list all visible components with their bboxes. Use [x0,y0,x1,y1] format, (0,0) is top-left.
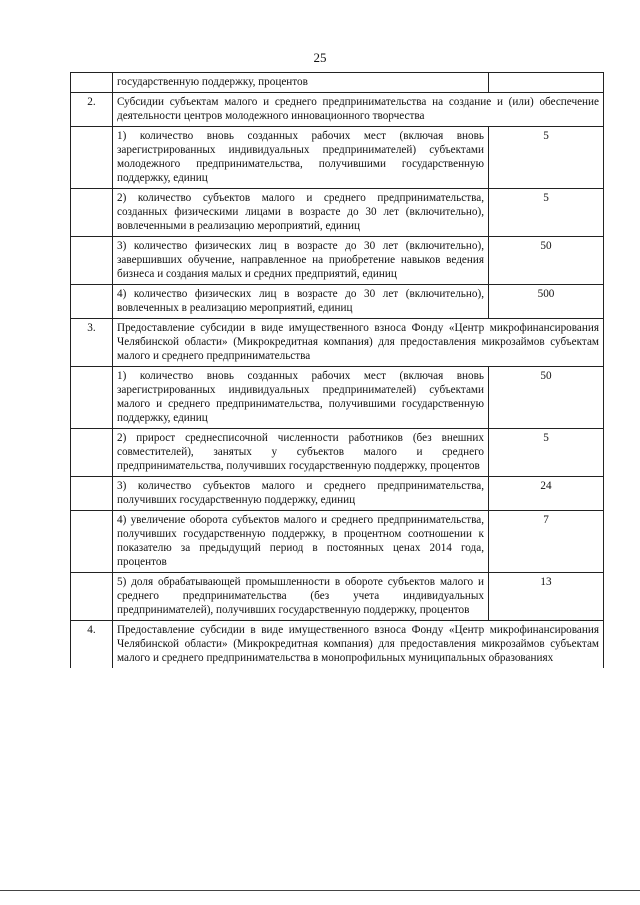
row-number-cell [71,127,113,189]
indicator-row [71,73,604,93]
indicator-text: 4) увеличение оборота субъектов малого и среднего предпринимательства, получивших государственную поддержку, в процентном соотношении к показателю за предыдущий период в постоянных ценах 2014 года, процентов [113,511,489,573]
indicators-table [70,72,604,668]
indicator-value: 5 [489,189,604,237]
indicator-row [71,237,604,285]
indicator-text: 3) количество субъектов малого и среднего предпринимательства, получивших государственную поддержку, единиц [113,477,489,511]
indicator-text: государственную поддержку, процентов [113,73,489,93]
row-number-cell: 4. [71,621,113,669]
indicator-text: 2) прирост среднесписочной численности работников (без внешних совместителей), занятых у субъектов малого и среднего предпринимательства, получивших государственную поддержку, процентов [113,429,489,477]
section-title: Предоставление субсидии в виде имущественного взноса Фонду «Центр микрофинансирования Челябинской области» (Микрокредитная компания) для предоставления микрозаймов субъектам малого и среднего предпринимательства [113,319,604,367]
indicator-row [71,477,604,511]
indicator-value: 7 [489,511,604,573]
row-number-cell: 3. [71,319,113,367]
indicator-row [71,429,604,477]
indicator-value: 24 [489,477,604,511]
indicator-value: 5 [489,429,604,477]
indicator-row [71,189,604,237]
row-number-cell: 2. [71,93,113,127]
row-number-cell [71,477,113,511]
section-row [71,93,604,127]
indicator-text: 4) количество физических лиц в возрасте до 30 лет (включительно), вовлеченных в реализацию мероприятий, единиц [113,285,489,319]
indicator-row [71,511,604,573]
indicator-text: 1) количество вновь созданных рабочих мест (включая вновь зарегистрированных индивидуальных предпринимателей) субъектами малого и среднего предпринимательства, получившими государственную поддержку, единиц [113,367,489,429]
indicator-value: 500 [489,285,604,319]
row-number-cell [71,285,113,319]
indicators-table-body [71,73,604,669]
indicator-text: 3) количество физических лиц в возрасте до 30 лет (включительно), завершивших обучение, направленное на приобретение навыков ведения бизнеса и создания малых и средних предприятий, единиц [113,237,489,285]
indicator-row [71,127,604,189]
row-number-cell [71,429,113,477]
section-title: Субсидии субъектам малого и среднего предпринимательства на создание и (или) обеспечение деятельности центров молодежного инновационного творчества [113,93,604,127]
indicator-text: 2) количество субъектов малого и среднего предпринимательства, созданных физическими лицами в возрасте до 30 лет (включительно), вовлеченными в реализацию мероприятий, единиц [113,189,489,237]
indicator-value: 50 [489,237,604,285]
row-number-cell [71,73,113,93]
indicator-text: 5) доля обрабатывающей промышленности в обороте субъектов малого и среднего предпринимательства (без учета индивидуальных предпринимателей), получивших государственную поддержку, процентов [113,573,489,621]
row-number-cell [71,511,113,573]
indicator-text: 1) количество вновь созданных рабочих мест (включая вновь зарегистрированных индивидуальных предпринимателей) субъектами молодежного предпринимательства, получившими государственную поддержку, единиц [113,127,489,189]
section-row [71,621,604,669]
section-row [71,319,604,367]
indicator-value: 50 [489,367,604,429]
indicator-value: 13 [489,573,604,621]
row-number-cell [71,189,113,237]
indicator-row [71,573,604,621]
section-title: Предоставление субсидии в виде имущественного взноса Фонду «Центр микрофинансирования Челябинской области» (Микрокредитная компания) для предоставления микрозаймов субъектам малого и среднего предпринимательства в монопрофильных муниципальных образованиях [113,621,604,669]
page-bottom-rule [0,890,640,891]
indicator-value [489,73,604,93]
row-number-cell [71,367,113,429]
row-number-cell [71,237,113,285]
indicator-row [71,367,604,429]
indicator-value: 5 [489,127,604,189]
indicator-row [71,285,604,319]
row-number-cell [71,573,113,621]
page-number: 25 [313,50,327,65]
